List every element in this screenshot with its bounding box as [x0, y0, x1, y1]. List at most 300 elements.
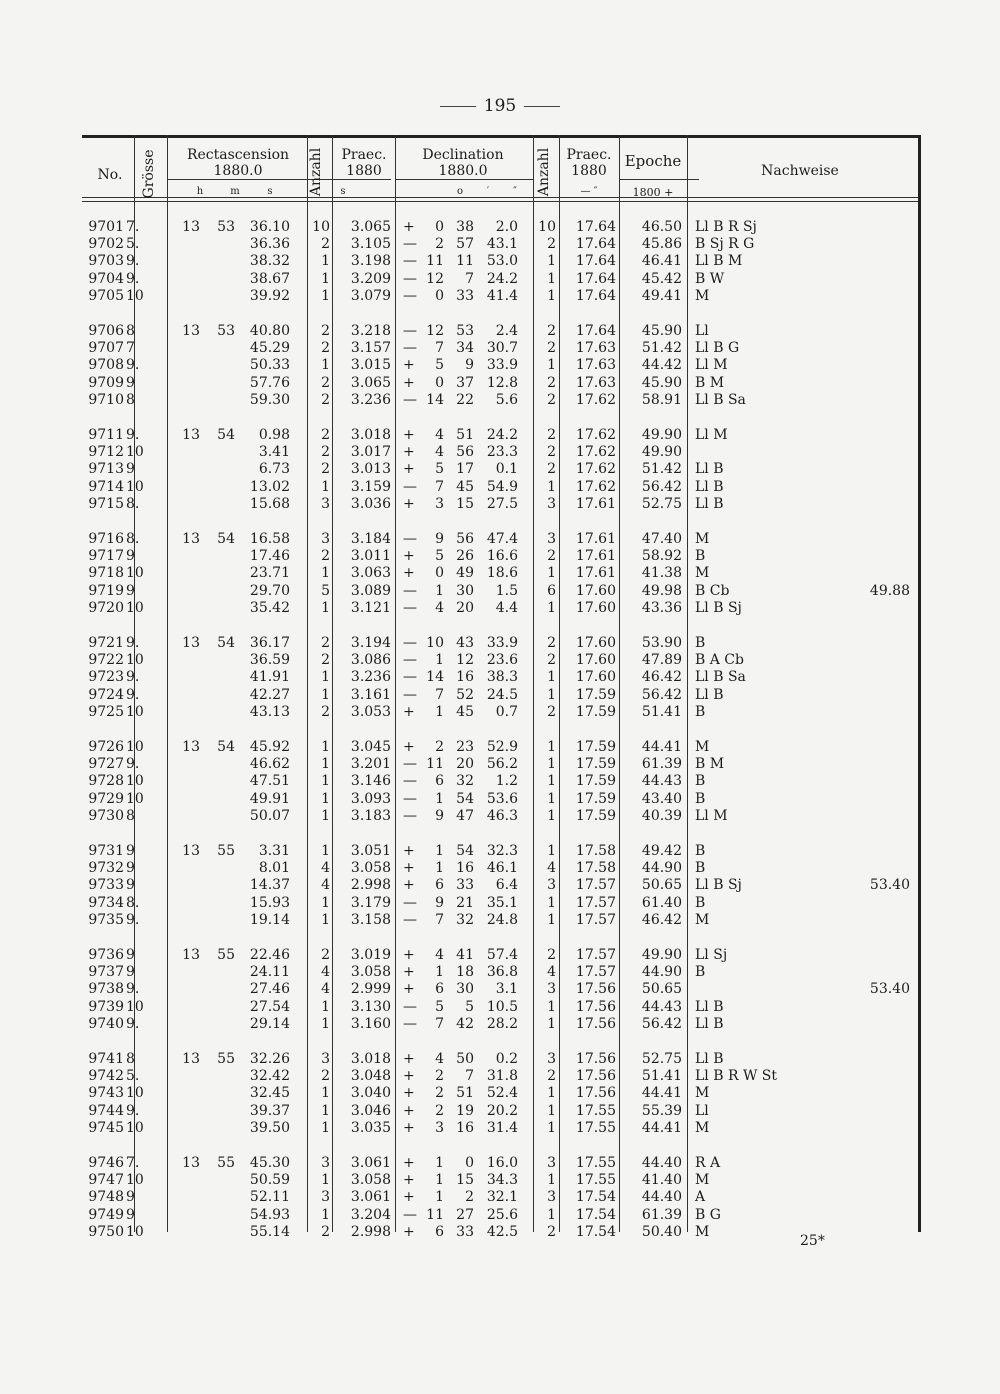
- cell-dm: 34: [456, 340, 474, 357]
- cell-gr: 9: [126, 548, 135, 565]
- cell-pr1: 3.209: [350, 270, 391, 287]
- cell-dd: 9: [435, 807, 444, 824]
- cell-dd: 14: [426, 391, 444, 408]
- cell-sign: —: [403, 773, 417, 790]
- cell-pr1: 3.046: [350, 1102, 391, 1119]
- cell-pr2: 17.57: [575, 964, 616, 981]
- cell-dd: 5: [435, 357, 444, 374]
- cell-n1: 2: [321, 652, 330, 669]
- cell-pr1: 3.048: [350, 1068, 391, 1085]
- cell-ds: 3.1: [495, 981, 518, 998]
- cell-n2: 2: [547, 461, 556, 478]
- cell-ep: 44.41: [641, 1119, 682, 1136]
- cell-ep: 52.75: [641, 495, 682, 512]
- decl-subheader-rule: [395, 179, 533, 180]
- cell-no: 9749: [88, 1206, 124, 1223]
- cell-pr1: 3.061: [350, 1155, 391, 1171]
- header-praec1-year: 1880: [346, 163, 382, 179]
- cell-dd: 11: [426, 756, 444, 773]
- cell-nw: Ll B Sj: [695, 599, 742, 616]
- cell-sign: —: [403, 599, 417, 616]
- cell-pr2: 17.58: [575, 860, 616, 877]
- cell-nw: Ll B R Sj: [695, 219, 757, 235]
- cell-no: 9715: [88, 495, 124, 512]
- header-rect-unit-s: s: [267, 186, 273, 197]
- cell-pr2: 17.58: [575, 843, 616, 859]
- header-bottom-rule: [82, 197, 920, 198]
- cell-sign: +: [403, 1223, 415, 1240]
- cell-no: 9701: [88, 219, 124, 235]
- cell-dd: 5: [435, 548, 444, 565]
- cell-s: 22.46: [249, 947, 290, 963]
- cell-s: 16.58: [249, 531, 290, 547]
- cell-n1: 1: [321, 1172, 330, 1189]
- cell-n1: 1: [321, 253, 330, 270]
- cell-dm: 11: [456, 253, 474, 270]
- cell-gr: 8.: [126, 495, 140, 512]
- cell-nw: A: [695, 1189, 706, 1206]
- cell-n2: 2: [547, 323, 556, 339]
- cell-ep: 43.40: [641, 790, 682, 807]
- cell-gr: 10: [126, 998, 144, 1015]
- cell-ep: 56.42: [641, 686, 682, 703]
- table-row: [0, 1223, 1000, 1241]
- cell-no: 9740: [88, 1015, 124, 1032]
- cell-n1: 1: [321, 669, 330, 686]
- cell-no: 9733: [88, 877, 124, 894]
- cell-pr2: 17.59: [575, 686, 616, 703]
- table-row: [0, 599, 1000, 617]
- cell-n2: 1: [547, 894, 556, 911]
- cell-gr: 9: [126, 843, 135, 859]
- cell-dm: 19: [456, 1102, 474, 1119]
- cell-no: 9734: [88, 894, 124, 911]
- cell-dm: 41: [456, 947, 474, 963]
- cell-n1: 2: [321, 1223, 330, 1240]
- cell-gr: 9.: [126, 1015, 140, 1032]
- cell-n2: 2: [547, 374, 556, 391]
- cell-sign: +: [403, 219, 415, 235]
- cell-sign: —: [403, 686, 417, 703]
- cell-ep: 55.39: [641, 1102, 682, 1119]
- cell-s: 45.30: [249, 1155, 290, 1171]
- cell-ep: 51.42: [641, 340, 682, 357]
- cell-no: 9730: [88, 807, 124, 824]
- cell-ep: 44.90: [641, 964, 682, 981]
- cell-ep: 50.65: [641, 877, 682, 894]
- cell-ep: 58.92: [641, 548, 682, 565]
- cell-pr1: 3.183: [350, 807, 391, 824]
- cell-gr: 9.: [126, 270, 140, 287]
- cell-no: 9746: [88, 1155, 124, 1171]
- cell-s: 38.32: [249, 253, 290, 270]
- cell-pr2: 17.64: [575, 270, 616, 287]
- cell-pr1: 3.236: [350, 669, 391, 686]
- cell-no: 9702: [88, 236, 124, 253]
- header-groesse: Grösse: [141, 149, 157, 199]
- cell-n1: 1: [321, 357, 330, 374]
- cell-no: 9709: [88, 374, 124, 391]
- cell-n2: 3: [547, 981, 556, 998]
- header-nachweise: Nachweise: [761, 163, 839, 179]
- cell-nw: Ll Sj: [695, 947, 728, 963]
- cell-gr: 10: [126, 599, 144, 616]
- cell-nw: M: [695, 739, 710, 755]
- cell-s: 19.14: [249, 911, 290, 928]
- cell-sign: +: [403, 374, 415, 391]
- cell-ds: 54.9: [486, 478, 518, 495]
- cell-n2: 1: [547, 686, 556, 703]
- cell-no: 9711: [88, 427, 124, 443]
- cell-pr2: 17.59: [575, 756, 616, 773]
- cell-s: 39.37: [249, 1102, 290, 1119]
- cell-sign: +: [403, 495, 415, 512]
- cell-s: 52.11: [249, 1189, 290, 1206]
- table-row: [0, 564, 1000, 582]
- cell-nw: Ll B: [695, 1051, 724, 1067]
- cell-s: 32.26: [249, 1051, 290, 1067]
- cell-gr: 9.: [126, 427, 140, 443]
- table-row: [0, 495, 1000, 513]
- cell-sign: +: [403, 357, 415, 374]
- cell-sign: +: [403, 1068, 415, 1085]
- header-epoche-title: Epoche: [624, 152, 682, 170]
- cell-dm: 30: [456, 981, 474, 998]
- cell-dm: 33: [456, 877, 474, 894]
- cell-no: 9706: [88, 323, 124, 339]
- table-row: [0, 287, 1000, 305]
- cell-h: 13: [182, 219, 200, 235]
- cell-ds: 47.4: [486, 531, 518, 547]
- cell-gr: 8: [126, 1051, 135, 1067]
- cell-pr2: 17.62: [575, 444, 616, 461]
- cell-ds: 1.5: [495, 582, 518, 599]
- cell-n1: 4: [321, 877, 330, 894]
- table-row: [0, 911, 1000, 929]
- cell-dm: 16: [456, 669, 474, 686]
- cell-no: 9726: [88, 739, 124, 755]
- cell-ep: 47.89: [641, 652, 682, 669]
- cell-ds: 33.9: [486, 357, 518, 374]
- cell-dm: 32: [456, 911, 474, 928]
- cell-n1: 2: [321, 323, 330, 339]
- cell-n1: 2: [321, 444, 330, 461]
- cell-ds: 52.9: [486, 739, 518, 755]
- cell-gr: 9.: [126, 357, 140, 374]
- table-row: [0, 703, 1000, 721]
- cell-n1: 4: [321, 860, 330, 877]
- table-row: [0, 339, 1000, 357]
- cell-dm: 51: [456, 1085, 474, 1102]
- cell-pr2: 17.59: [575, 703, 616, 720]
- rect-subheader-rule: [167, 179, 391, 180]
- cell-no: 9717: [88, 548, 124, 565]
- table-row: [0, 1171, 1000, 1189]
- cell-h: 13: [182, 323, 200, 339]
- cell-sign: +: [403, 444, 415, 461]
- cell-no: 9705: [88, 287, 124, 304]
- table-row: [0, 738, 1000, 756]
- cell-m: 55: [217, 1051, 235, 1067]
- cell-dm: 27: [456, 1206, 474, 1223]
- cell-nw: Ll B: [695, 461, 724, 478]
- cell-pr2: 17.55: [575, 1155, 616, 1171]
- table-row: [0, 1015, 1000, 1033]
- cell-s: 3.41: [258, 444, 290, 461]
- cell-nw: B: [695, 703, 706, 720]
- cell-m: 55: [217, 1155, 235, 1171]
- cell-sign: —: [403, 391, 417, 408]
- cell-ds: 42.5: [486, 1223, 518, 1240]
- cell-ex: 49.88: [869, 582, 910, 599]
- cell-ds: 53.6: [486, 790, 518, 807]
- cell-n1: 1: [321, 599, 330, 616]
- cell-pr2: 17.63: [575, 340, 616, 357]
- cell-ep: 49.41: [641, 287, 682, 304]
- cell-n1: 4: [321, 964, 330, 981]
- cell-pr1: 3.045: [350, 739, 391, 755]
- cell-nw: B Cb: [695, 582, 730, 599]
- table-row: [0, 686, 1000, 704]
- cell-dm: 32: [456, 773, 474, 790]
- cell-s: 36.10: [249, 219, 290, 235]
- cell-dm: 33: [456, 287, 474, 304]
- cell-n2: 3: [547, 1051, 556, 1067]
- table-row: [0, 270, 1000, 288]
- cell-ep: 56.42: [641, 478, 682, 495]
- cell-pr2: 17.59: [575, 807, 616, 824]
- cell-pr2: 17.59: [575, 790, 616, 807]
- cell-gr: 5.: [126, 236, 140, 253]
- cell-nw: B: [695, 773, 706, 790]
- cell-s: 55.14: [249, 1223, 290, 1240]
- cell-ep: 49.98: [641, 582, 682, 599]
- cell-nw: Ll B R W St: [695, 1068, 778, 1085]
- cell-n1: 1: [321, 894, 330, 911]
- cell-dm: 45: [456, 478, 474, 495]
- cell-s: 46.62: [249, 756, 290, 773]
- cell-ep: 49.90: [641, 444, 682, 461]
- cell-ep: 50.65: [641, 981, 682, 998]
- cell-dd: 1: [435, 582, 444, 599]
- cell-gr: 9.: [126, 1102, 140, 1119]
- cell-dd: 2: [435, 1102, 444, 1119]
- cell-pr1: 3.236: [350, 391, 391, 408]
- cell-pr1: 3.058: [350, 860, 391, 877]
- cell-dm: 5: [465, 998, 474, 1015]
- cell-sign: +: [403, 860, 415, 877]
- cell-sign: +: [403, 1051, 415, 1067]
- cell-gr: 7: [126, 340, 135, 357]
- cell-dd: 2: [435, 739, 444, 755]
- cell-dm: 23: [456, 739, 474, 755]
- cell-s: 47.51: [249, 773, 290, 790]
- cell-nw: Ll B G: [695, 340, 740, 357]
- table-row: [0, 530, 1000, 548]
- cell-dd: 2: [435, 1085, 444, 1102]
- cell-gr: 8: [126, 391, 135, 408]
- header-decl-unit-min: ′: [486, 186, 490, 197]
- cell-no: 9712: [88, 444, 124, 461]
- cell-pr1: 3.035: [350, 1119, 391, 1136]
- cell-gr: 8: [126, 807, 135, 824]
- cell-h: 13: [182, 947, 200, 963]
- cell-nw: B: [695, 790, 706, 807]
- cell-sign: +: [403, 461, 415, 478]
- cell-pr2: 17.56: [575, 998, 616, 1015]
- cell-n1: 1: [321, 790, 330, 807]
- cell-ds: 24.8: [486, 911, 518, 928]
- cell-n1: 2: [321, 947, 330, 963]
- cell-n2: 2: [547, 652, 556, 669]
- cell-s: 35.42: [249, 599, 290, 616]
- cell-sign: —: [403, 1206, 417, 1223]
- cell-pr2: 17.56: [575, 1085, 616, 1102]
- cell-ex: 53.40: [869, 981, 910, 998]
- cell-dd: 14: [426, 669, 444, 686]
- cell-gr: 9.: [126, 981, 140, 998]
- cell-ep: 44.43: [641, 998, 682, 1015]
- cell-no: 9731: [88, 843, 124, 859]
- cell-ds: 23.3: [486, 444, 518, 461]
- cell-dm: 54: [456, 790, 474, 807]
- cell-nw: B: [695, 894, 706, 911]
- cell-n2: 2: [547, 548, 556, 565]
- cell-sign: +: [403, 703, 415, 720]
- cell-pr1: 3.065: [350, 219, 391, 235]
- cell-s: 32.42: [249, 1068, 290, 1085]
- table-row: [0, 582, 1000, 600]
- cell-ds: 32.3: [486, 843, 518, 859]
- cell-dm: 30: [456, 582, 474, 599]
- cell-n2: 2: [547, 340, 556, 357]
- table-row: [0, 443, 1000, 461]
- cell-dm: 47: [456, 807, 474, 824]
- cell-n2: 3: [547, 1189, 556, 1206]
- cell-s: 59.30: [249, 391, 290, 408]
- header-praec2-unit: — ″: [580, 186, 598, 197]
- cell-dm: 15: [456, 495, 474, 512]
- cell-s: 54.93: [249, 1206, 290, 1223]
- cell-gr: 9: [126, 1206, 135, 1223]
- cell-no: 9748: [88, 1189, 124, 1206]
- cell-ep: 61.40: [641, 894, 682, 911]
- cell-sign: —: [403, 807, 417, 824]
- cell-pr1: 3.130: [350, 998, 391, 1015]
- cell-no: 9707: [88, 340, 124, 357]
- cell-ep: 44.42: [641, 357, 682, 374]
- cell-n2: 4: [547, 860, 556, 877]
- cell-pr1: 2.999: [350, 981, 391, 998]
- cell-nw: B W: [695, 270, 725, 287]
- cell-n2: 1: [547, 669, 556, 686]
- cell-m: 53: [217, 219, 235, 235]
- cell-ex: 53.40: [869, 877, 910, 894]
- cell-ds: 33.9: [486, 635, 518, 651]
- cell-dm: 52: [456, 686, 474, 703]
- cell-dm: 20: [456, 756, 474, 773]
- cell-ep: 45.90: [641, 323, 682, 339]
- cell-gr: 9: [126, 947, 135, 963]
- cell-dd: 1: [435, 1189, 444, 1206]
- cell-pr2: 17.64: [575, 219, 616, 235]
- cell-s: 24.11: [249, 964, 290, 981]
- cell-n1: 1: [321, 1102, 330, 1119]
- cell-dm: 33: [456, 1223, 474, 1240]
- cell-pr2: 17.60: [575, 669, 616, 686]
- cell-ep: 41.40: [641, 1172, 682, 1189]
- cell-nw: Ll: [695, 1102, 709, 1119]
- cell-ds: 16.6: [486, 548, 518, 565]
- cell-no: 9716: [88, 531, 124, 547]
- cell-ds: 2.0: [495, 219, 518, 235]
- cell-dd: 7: [435, 478, 444, 495]
- cell-s: 29.70: [249, 582, 290, 599]
- cell-dm: 20: [456, 599, 474, 616]
- cell-ds: 4.4: [495, 599, 518, 616]
- cell-nw: M: [695, 531, 710, 547]
- cell-n1: 1: [321, 478, 330, 495]
- cell-dd: 4: [435, 427, 444, 443]
- cell-no: 9742: [88, 1068, 124, 1085]
- cell-nw: M: [695, 1172, 710, 1189]
- cell-nw: Ll B Sa: [695, 669, 746, 686]
- cell-nw: B M: [695, 756, 725, 773]
- table-row: [0, 894, 1000, 912]
- cell-pr1: 3.201: [350, 756, 391, 773]
- table-row: [0, 998, 1000, 1016]
- cell-pr2: 17.55: [575, 1119, 616, 1136]
- cell-dd: 9: [435, 531, 444, 547]
- cell-n2: 4: [547, 964, 556, 981]
- cell-gr: 10: [126, 652, 144, 669]
- cell-sign: +: [403, 1189, 415, 1206]
- cell-n1: 1: [321, 756, 330, 773]
- cell-sign: —: [403, 340, 417, 357]
- cell-dd: 12: [426, 270, 444, 287]
- cell-gr: 9: [126, 860, 135, 877]
- cell-dd: 1: [435, 843, 444, 859]
- cell-n2: 1: [547, 773, 556, 790]
- cell-n1: 3: [321, 1051, 330, 1067]
- cell-pr1: 2.998: [350, 1223, 391, 1240]
- cell-ds: 24.2: [486, 270, 518, 287]
- cell-n1: 1: [321, 1119, 330, 1136]
- cell-n1: 2: [321, 461, 330, 478]
- cell-pr2: 17.62: [575, 478, 616, 495]
- cell-pr2: 17.61: [575, 495, 616, 512]
- cell-s: 50.59: [249, 1172, 290, 1189]
- cell-sign: —: [403, 270, 417, 287]
- cell-no: 9739: [88, 998, 124, 1015]
- cell-s: 41.91: [249, 669, 290, 686]
- cell-n1: 2: [321, 1068, 330, 1085]
- table-row: [0, 772, 1000, 790]
- table-row: [0, 807, 1000, 825]
- cell-nw: Ll B: [695, 495, 724, 512]
- cell-gr: 9.: [126, 911, 140, 928]
- cell-dm: 21: [456, 894, 474, 911]
- cell-dd: 1: [435, 652, 444, 669]
- cell-pr2: 17.54: [575, 1189, 616, 1206]
- cell-pr1: 3.019: [350, 947, 391, 963]
- table-row: [0, 1067, 1000, 1085]
- cell-ep: 50.40: [641, 1223, 682, 1240]
- cell-n1: 2: [321, 391, 330, 408]
- table-row: [0, 1188, 1000, 1206]
- cell-dm: 56: [456, 531, 474, 547]
- cell-n2: 2: [547, 444, 556, 461]
